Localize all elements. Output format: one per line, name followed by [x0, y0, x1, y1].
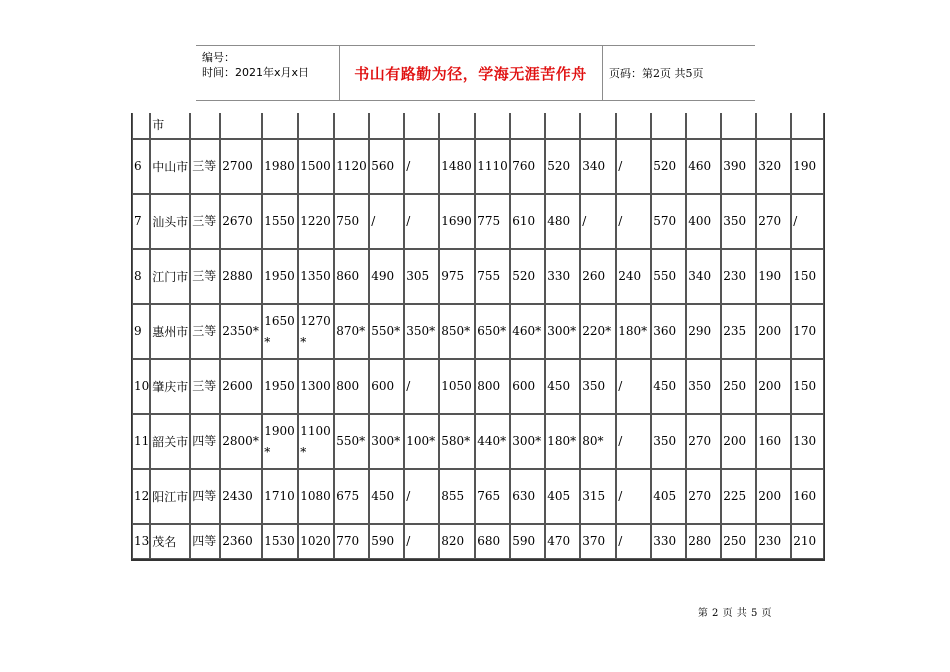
price-cell: 610	[510, 194, 545, 249]
city-cell: 惠州市	[150, 304, 190, 359]
time-label: 时间：2021年x月x日	[202, 66, 310, 79]
price-cell: 2700	[220, 139, 262, 194]
price-cell: 820	[439, 524, 475, 559]
price-cell: 2350*	[220, 304, 262, 359]
price-cell: 300*	[510, 414, 545, 469]
empty-cell	[262, 113, 298, 139]
price-cell: 1050	[439, 359, 475, 414]
city-cell: 市	[150, 113, 190, 139]
price-cell: 180*	[616, 304, 651, 359]
price-cell: 300*	[545, 304, 580, 359]
city-cell: 肇庆市	[150, 359, 190, 414]
price-cell: 270	[756, 194, 791, 249]
price-cell: 1220	[298, 194, 334, 249]
price-cell: 340	[686, 249, 721, 304]
price-cell: /	[404, 194, 439, 249]
price-cell: 290	[686, 304, 721, 359]
price-cell: 240	[616, 249, 651, 304]
price-cell: 550*	[369, 304, 404, 359]
price-cell: 2600	[220, 359, 262, 414]
price-cell: 320	[756, 139, 791, 194]
price-cell: 2880	[220, 249, 262, 304]
price-cell: 680	[475, 524, 510, 559]
empty-cell	[545, 113, 580, 139]
city-cell: 汕头市	[150, 194, 190, 249]
price-cell: 190	[791, 139, 824, 194]
price-cell: 1950	[262, 359, 298, 414]
city-cell: 江门市	[150, 249, 190, 304]
page-footer: 第 2 页 共 5 页	[697, 608, 772, 619]
price-cell: 800	[334, 359, 369, 414]
price-cell: /	[616, 414, 651, 469]
price-cell: 225	[721, 469, 756, 524]
price-cell: 235	[721, 304, 756, 359]
price-cell: 450	[369, 469, 404, 524]
table-row	[132, 359, 824, 414]
price-cell: /	[616, 469, 651, 524]
price-cell: 270	[686, 469, 721, 524]
price-cell: 775	[475, 194, 510, 249]
price-cell: 280	[686, 524, 721, 559]
empty-cell	[190, 113, 220, 139]
page-header	[196, 45, 755, 101]
grade-cell: 三等	[190, 304, 220, 359]
price-cell: 580*	[439, 414, 475, 469]
price-cell: 1710	[262, 469, 298, 524]
price-cell: 440*	[475, 414, 510, 469]
price-cell: /	[616, 139, 651, 194]
price-cell: /	[369, 194, 404, 249]
price-cell: 150	[791, 359, 824, 414]
table-row	[132, 304, 824, 359]
grade-cell: 四等	[190, 524, 220, 559]
empty-cell	[510, 113, 545, 139]
city-cell: 中山市	[150, 139, 190, 194]
empty-cell	[369, 113, 404, 139]
price-cell: 350	[721, 194, 756, 249]
price-cell: 170	[791, 304, 824, 359]
price-cell: 1100*	[298, 414, 334, 469]
price-cell: 300*	[369, 414, 404, 469]
city-cell: 茂名	[150, 524, 190, 559]
price-cell: 675	[334, 469, 369, 524]
table-row	[132, 469, 824, 524]
price-cell: 520	[651, 139, 686, 194]
price-cell: 1300	[298, 359, 334, 414]
header-motto: 书山有路勤为径，学海无涯苦作舟	[354, 65, 587, 83]
price-cell: 400	[686, 194, 721, 249]
price-cell: /	[404, 469, 439, 524]
price-cell: 200	[756, 469, 791, 524]
empty-cell	[686, 113, 721, 139]
table-row	[132, 414, 824, 469]
row-number-cell: 7	[132, 194, 150, 249]
price-cell: 350	[686, 359, 721, 414]
empty-cell	[580, 113, 616, 139]
price-cell: 350	[580, 359, 616, 414]
table-row	[132, 249, 824, 304]
price-cell: 590	[510, 524, 545, 559]
price-cell: 755	[475, 249, 510, 304]
price-cell: 975	[439, 249, 475, 304]
price-cell: 80*	[580, 414, 616, 469]
price-cell: 1650*	[262, 304, 298, 359]
empty-cell	[616, 113, 651, 139]
price-cell: 1270*	[298, 304, 334, 359]
price-cell: 460*	[510, 304, 545, 359]
price-cell: /	[791, 194, 824, 249]
price-cell: 390	[721, 139, 756, 194]
row-number-cell: 6	[132, 139, 150, 194]
number-label: 编号：	[202, 51, 235, 64]
price-cell: 200	[756, 359, 791, 414]
price-cell: 2800*	[220, 414, 262, 469]
price-cell: 1120	[334, 139, 369, 194]
price-cell: 1480	[439, 139, 475, 194]
price-cell: 350*	[404, 304, 439, 359]
price-cell: 480	[545, 194, 580, 249]
grade-cell: 四等	[190, 414, 220, 469]
price-cell: 130	[791, 414, 824, 469]
row-number-cell: 8	[132, 249, 150, 304]
price-cell: 230	[721, 249, 756, 304]
grade-cell: 三等	[190, 194, 220, 249]
empty-cell	[475, 113, 510, 139]
price-cell: 570	[651, 194, 686, 249]
empty-cell	[132, 113, 150, 139]
price-cell: 860	[334, 249, 369, 304]
price-cell: 550	[651, 249, 686, 304]
price-cell: 1980	[262, 139, 298, 194]
price-cell: 230	[756, 524, 791, 559]
price-cell: 160	[756, 414, 791, 469]
price-cell: /	[404, 524, 439, 559]
price-cell: 1110	[475, 139, 510, 194]
empty-cell	[439, 113, 475, 139]
price-cell: 750	[334, 194, 369, 249]
grade-cell: 三等	[190, 139, 220, 194]
price-cell: 340	[580, 139, 616, 194]
price-table	[131, 113, 825, 561]
empty-cell	[220, 113, 262, 139]
price-cell: 1900*	[262, 414, 298, 469]
price-cell: 1530	[262, 524, 298, 559]
grade-cell: 四等	[190, 469, 220, 524]
table-row	[132, 113, 824, 139]
empty-cell	[298, 113, 334, 139]
price-cell: 460	[686, 139, 721, 194]
price-cell: 2430	[220, 469, 262, 524]
price-cell: 270	[686, 414, 721, 469]
price-cell: 260	[580, 249, 616, 304]
row-number-cell: 10	[132, 359, 150, 414]
price-cell: 590	[369, 524, 404, 559]
row-number-cell: 12	[132, 469, 150, 524]
price-cell: 550*	[334, 414, 369, 469]
price-cell: 100*	[404, 414, 439, 469]
price-cell: 190	[756, 249, 791, 304]
price-cell: 800	[475, 359, 510, 414]
price-cell: 210	[791, 524, 824, 559]
price-cell: 630	[510, 469, 545, 524]
price-cell: 160	[791, 469, 824, 524]
table-row	[132, 139, 824, 194]
price-cell: 1690	[439, 194, 475, 249]
price-cell: 600	[369, 359, 404, 414]
empty-cell	[791, 113, 824, 139]
price-cell: 470	[545, 524, 580, 559]
price-cell: 560	[369, 139, 404, 194]
header-meta	[202, 50, 309, 80]
price-cell: 855	[439, 469, 475, 524]
price-cell: 200	[756, 304, 791, 359]
table-row	[132, 524, 824, 559]
price-cell: 250	[721, 524, 756, 559]
header-divider	[602, 46, 603, 100]
row-number-cell: 13	[132, 524, 150, 559]
price-cell: 330	[545, 249, 580, 304]
price-cell: 850*	[439, 304, 475, 359]
price-cell: 450	[651, 359, 686, 414]
grade-cell: 三等	[190, 359, 220, 414]
grade-cell: 三等	[190, 249, 220, 304]
empty-cell	[756, 113, 791, 139]
price-cell: 520	[510, 249, 545, 304]
price-cell: 520	[545, 139, 580, 194]
price-cell: 600	[510, 359, 545, 414]
price-cell: 405	[651, 469, 686, 524]
price-cell: /	[404, 139, 439, 194]
empty-cell	[721, 113, 756, 139]
price-cell: 150	[791, 249, 824, 304]
city-cell: 阳江市	[150, 469, 190, 524]
price-cell: /	[616, 359, 651, 414]
row-number-cell: 11	[132, 414, 150, 469]
price-cell: 1350	[298, 249, 334, 304]
empty-cell	[334, 113, 369, 139]
price-cell: 1550	[262, 194, 298, 249]
price-cell: 1500	[298, 139, 334, 194]
table-row	[132, 194, 824, 249]
price-cell: 315	[580, 469, 616, 524]
city-cell: 韶关市	[150, 414, 190, 469]
price-cell: /	[580, 194, 616, 249]
price-cell: 2360	[220, 524, 262, 559]
price-cell: /	[404, 359, 439, 414]
price-cell: 180*	[545, 414, 580, 469]
price-cell: 1080	[298, 469, 334, 524]
price-cell: 490	[369, 249, 404, 304]
price-cell: 765	[475, 469, 510, 524]
price-cell: 360	[651, 304, 686, 359]
price-cell: 870*	[334, 304, 369, 359]
price-cell: 350	[651, 414, 686, 469]
row-number-cell: 9	[132, 304, 150, 359]
price-cell: 450	[545, 359, 580, 414]
price-cell: 1950	[262, 249, 298, 304]
price-cell: 770	[334, 524, 369, 559]
empty-cell	[651, 113, 686, 139]
price-cell: 1020	[298, 524, 334, 559]
price-cell: 220*	[580, 304, 616, 359]
empty-cell	[404, 113, 439, 139]
price-cell: 200	[721, 414, 756, 469]
price-cell: 405	[545, 469, 580, 524]
price-cell: 370	[580, 524, 616, 559]
price-cell: /	[616, 194, 651, 249]
price-cell: /	[616, 524, 651, 559]
price-cell: 760	[510, 139, 545, 194]
price-cell: 650*	[475, 304, 510, 359]
price-cell: 305	[404, 249, 439, 304]
price-cell: 330	[651, 524, 686, 559]
price-cell: 2670	[220, 194, 262, 249]
header-page-info: 页码：第2页 共5页	[609, 67, 704, 80]
price-cell: 250	[721, 359, 756, 414]
